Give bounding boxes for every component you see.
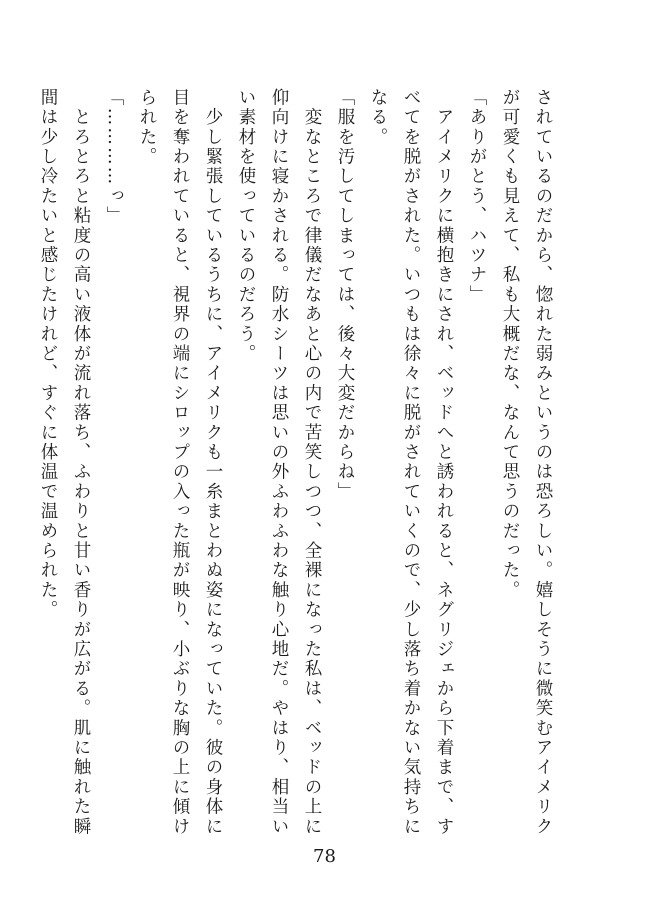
text-line: い素材を使っているのだろう。 bbox=[236, 88, 256, 364]
text-line: 「…………っ」 bbox=[104, 88, 124, 226]
text-line: 「服を汚してしまっては、後々大変だからね」 bbox=[335, 88, 355, 502]
text-line: アイメリクに横抱きにされ、ベッドへと誘われると、ネグリジェから下着まで、す bbox=[434, 88, 454, 837]
page-number: 78 bbox=[313, 846, 336, 867]
text-line: られた。 bbox=[137, 88, 157, 167]
text-line: 間は少し冷たいと感じたけれど、すぐに体温で温められた。 bbox=[38, 88, 58, 620]
text-line: 変なところで律儀だなあと心の内で苦笑しつつ、全裸になった私は、ベッドの上に bbox=[302, 88, 322, 837]
text-line: 目を奪われていると、視界の端にシロップの入った瓶が映り、小ぶりな胸の上に傾け bbox=[170, 88, 190, 837]
text-line: が可愛くも見えて、私も大概だな、なんて思うのだった。 bbox=[500, 88, 520, 601]
text-line: されているのだから、惚れた弱みというのは恐ろしい。嬉しそうに微笑むアイメリク bbox=[533, 88, 553, 837]
text-line: なる。 bbox=[368, 88, 388, 148]
text-line: とろとろと粘度の高い液体が流れ落ち、ふわりと甘い香りが広がる。肌に触れた瞬 bbox=[71, 88, 91, 837]
text-line: 「ありがとう、ハツナ」 bbox=[467, 88, 487, 305]
text-line: べてを脱がされた。いつもは徐々に脱がされていくので、少し落ち着かない気持ちに bbox=[401, 88, 421, 837]
body-text bbox=[38, 88, 559, 837]
text-line: 仰向けに寝かされる。防水シーツは思いの外ふわふわな触り心地だ。やはり、相当い bbox=[269, 88, 289, 837]
text-line: 少し緊張しているうちに、アイメリクも一糸まとわぬ姿になっていた。彼の身体に bbox=[203, 88, 223, 837]
